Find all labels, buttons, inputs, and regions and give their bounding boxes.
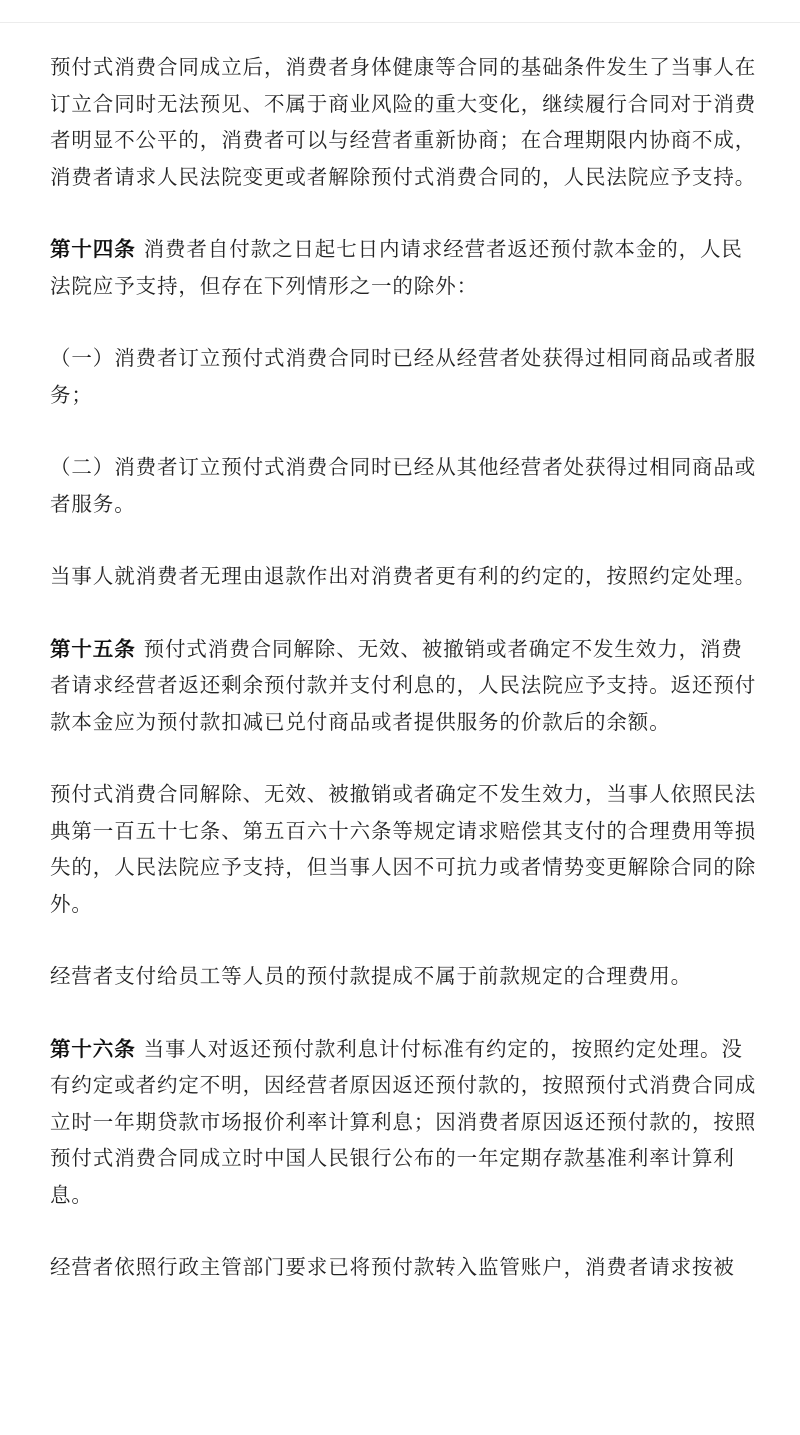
article-15-label: 第十五条 xyxy=(50,636,136,661)
paragraph-8 xyxy=(50,958,762,995)
article-16-label: 第十六条 xyxy=(50,1036,136,1061)
paragraph-8-text: 经营者支付给员工等人员的预付款提成不属于前款规定的合理费用。 xyxy=(50,964,692,988)
article-15-text: 预付式消费合同解除、无效、被撤销或者确定不发生效力，消费者请求经营者返还剩余预付款并支付利息的，人民法院应予支持。返还预付款本金应为预付款扣减已兑付商品或者提供服务的价款后的余额。 xyxy=(50,636,757,734)
article-16-text: 当事人对返还预付款利息计付标准有约定的，按照约定处理。没有约定或者约定不明，因经营者原因返还预付款的，按照预付式消费合同成立时一年期贷款市场报价利率计算利息；因消费者原因返还预付款的，按照预付式消费合同成立时中国人民银行公布的一年定期存款基准利率计算利息。 xyxy=(50,1036,757,1207)
item-1-text: （一）消费者订立预付式消费合同时已经从经营者处获得过相同商品或者服务； xyxy=(50,346,757,407)
paragraph-1-text: 预付式消费合同成立后，消费者身体健康等合同的基础条件发生了当事人在订立合同时无法预见、不属于商业风险的重大变化，继续履行合同对于消费者明显不公平的，消费者可以与经营者重新协商；在合理期限内协商不成，消费者请求人民法院变更或者解除预付式消费合同的，人民法院应予支持。 xyxy=(50,55,757,189)
top-divider xyxy=(0,22,800,23)
article-body xyxy=(50,49,762,1322)
paragraph-10 xyxy=(50,1249,762,1286)
item-2-text: （二）消费者订立预付式消费合同时已经从其他经营者处获得过相同商品或者服务。 xyxy=(50,455,757,516)
paragraph-7-text: 预付式消费合同解除、无效、被撤销或者确定不发生效力，当事人依照民法典第一百五十七条、第五百六十六条等规定请求赔偿其支付的合理费用等损失的，人民法院应予支持，但当事人因不可抗力或者情势变更解除合同的除外。 xyxy=(50,782,757,916)
article-14-text: 消费者自付款之日起七日内请求经营者返还预付款本金的，人民法院应予支持，但存在下列情形之一的除外： xyxy=(50,237,743,298)
item-2-paragraph xyxy=(50,449,762,522)
paragraph-5 xyxy=(50,558,762,595)
article-15-paragraph xyxy=(50,631,762,741)
article-14-paragraph xyxy=(50,231,762,304)
article-14-label: 第十四条 xyxy=(50,237,136,261)
paragraph-5-text: 当事人就消费者无理由退款作出对消费者更有利的约定的，按照约定处理。 xyxy=(50,564,757,588)
article-16-paragraph xyxy=(50,1031,762,1214)
paragraph-10-text: 经营者依照行政主管部门要求已将预付款转入监管账户，消费者请求按被 xyxy=(50,1255,735,1279)
item-1-paragraph xyxy=(50,340,762,413)
paragraph-7 xyxy=(50,776,762,922)
paragraph-1 xyxy=(50,49,762,195)
